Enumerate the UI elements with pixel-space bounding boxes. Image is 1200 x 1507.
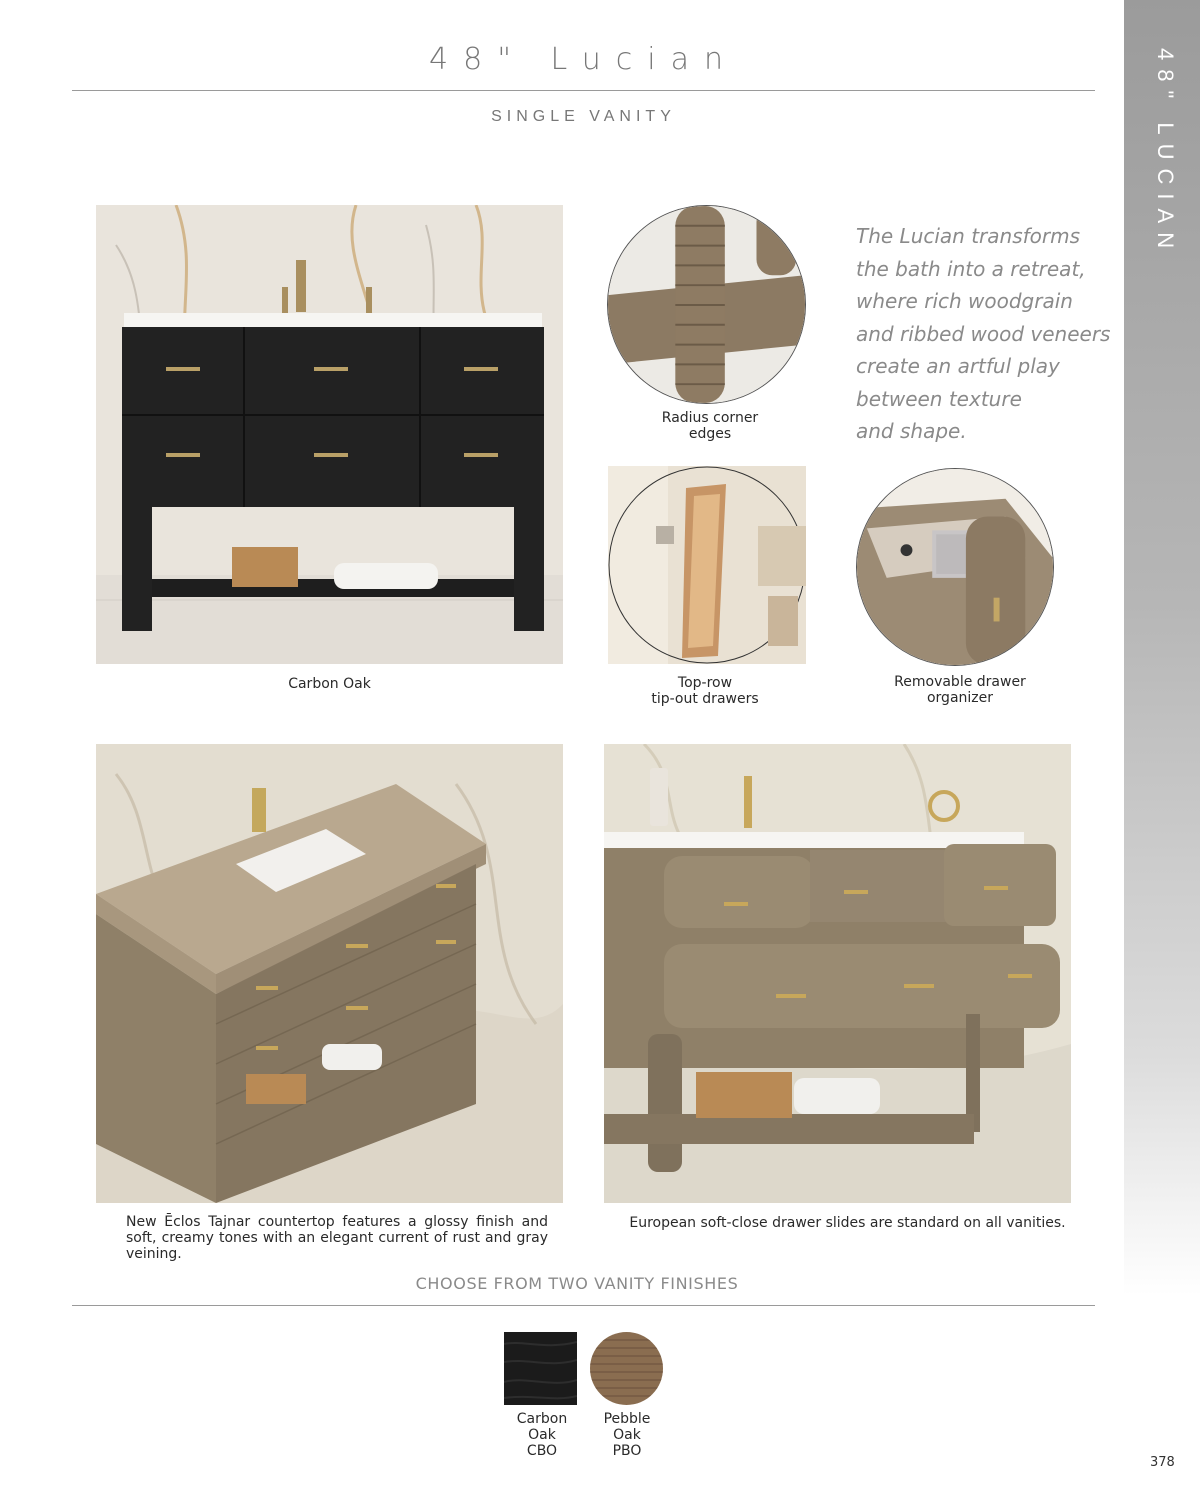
radius-corner-caption: Radius corner edges (661, 410, 759, 442)
countertop-caption: New Ēclos Tajnar countertop features a glossy finish and soft, creamy tones with an elegant current of rust and gray veining. (126, 1214, 548, 1262)
drawer-organizer-caption: Removable drawer organizer (894, 674, 1026, 706)
finishes-divider (72, 1305, 1095, 1306)
finishes-heading: CHOOSE FROM TWO VANITY FINISHES (415, 1274, 739, 1293)
page-title: 48" Lucian (429, 42, 738, 77)
radius-corner-detail-photo (607, 205, 806, 404)
pebble-oak-finish-label: Pebble Oak PBO (603, 1411, 651, 1459)
side-tab-title: 48" LUCIAN (1153, 48, 1178, 258)
page-number: 378 (1150, 1455, 1175, 1470)
drawer-organizer-photo (856, 468, 1054, 666)
carbon-oak-swatch (504, 1332, 577, 1405)
tip-out-drawer-photo (608, 466, 806, 664)
carbon-oak-finish-label: Carbon Oak CBO (516, 1411, 568, 1459)
tip-out-caption: Top-row tip-out drawers (651, 675, 759, 707)
soft-close-caption: European soft-close drawer slides are standard on all vanities. (629, 1215, 1066, 1231)
carbon-oak-caption: Carbon Oak (288, 676, 371, 692)
countertop-vanity-photo (96, 744, 563, 1203)
pebble-oak-swatch (590, 1332, 663, 1405)
carbon-oak-vanity-photo (96, 205, 563, 664)
soft-close-vanity-photo (604, 744, 1071, 1203)
page-subtitle: SINGLE VANITY (491, 108, 676, 125)
intro-quote: The Lucian transforms the bath into a retreat, where rich woodgrain and ribbed wood veneers create an artful play between texture and shape. (856, 224, 1111, 443)
header-divider (72, 90, 1095, 91)
